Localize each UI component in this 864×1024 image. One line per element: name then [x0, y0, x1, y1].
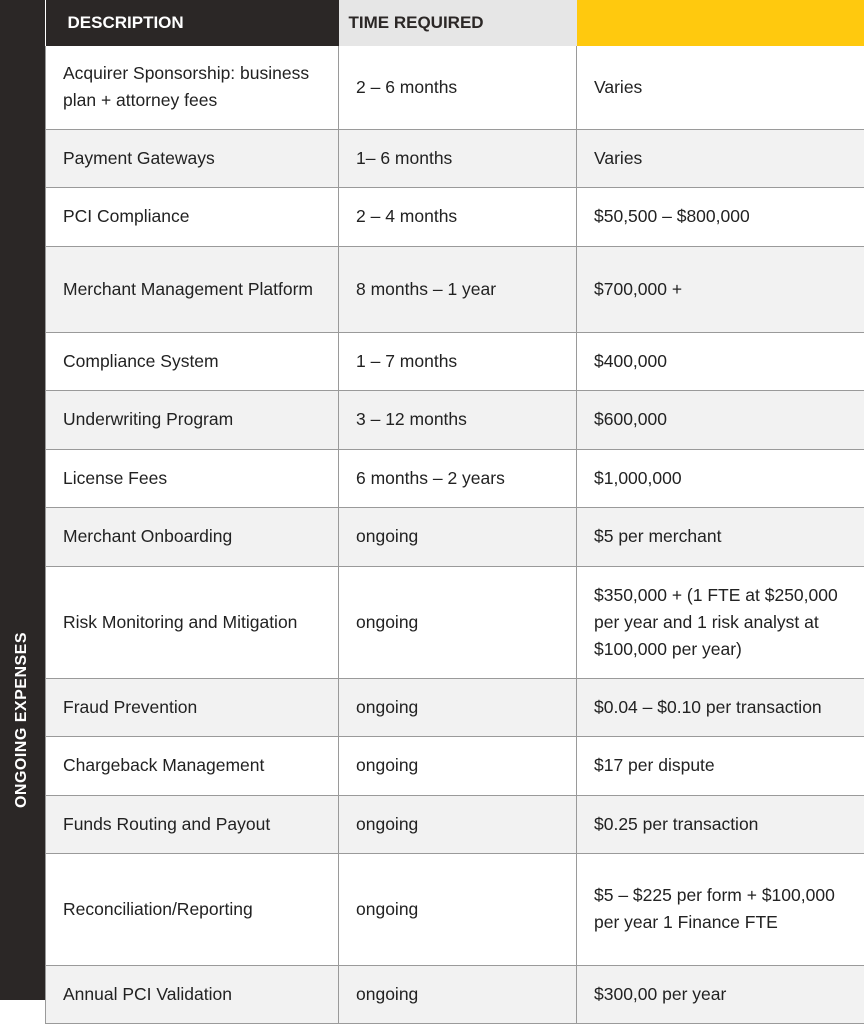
time-cell: 6 months – 2 years: [339, 449, 577, 507]
description-cell: Acquirer Sponsorship: business plan + attorney fees: [46, 46, 339, 129]
table-row: [46, 46, 864, 129]
time-cell: 2 – 4 months: [339, 187, 577, 246]
cost-cell: $700,000 +: [577, 246, 864, 332]
table-row: [46, 736, 864, 795]
time-cell: ongoing: [339, 566, 577, 678]
header-row: [46, 0, 864, 46]
time-cell: ongoing: [339, 853, 577, 965]
description-cell: Compliance System: [46, 332, 339, 390]
cost-cell: $5 – $225 per form + $100,000 per year 1 Finance FTE: [577, 853, 864, 965]
time-cell: 2 – 6 months: [339, 46, 577, 129]
table-row: [46, 965, 864, 1023]
cost-cell: $1,000,000: [577, 449, 864, 507]
table-row: [46, 678, 864, 736]
time-cell: ongoing: [339, 678, 577, 736]
cost-cell: $0.04 – $0.10 per transaction: [577, 678, 864, 736]
table-row: [46, 246, 864, 332]
cost-cell: $350,000 + (1 FTE at $250,000 per year and 1 risk analyst at $100,000 per year): [577, 566, 864, 678]
cost-cell: $600,000: [577, 390, 864, 449]
side-category-bar: [0, 0, 45, 1000]
cost-cell: $50,500 – $800,000: [577, 187, 864, 246]
time-cell: 3 – 12 months: [339, 390, 577, 449]
table-row: [46, 566, 864, 678]
cost-cell: Varies: [577, 46, 864, 129]
description-cell: Risk Monitoring and Mitigation: [46, 566, 339, 678]
time-cell: 8 months – 1 year: [339, 246, 577, 332]
description-cell: Fraud Prevention: [46, 678, 339, 736]
description-cell: License Fees: [46, 449, 339, 507]
description-cell: Funds Routing and Payout: [46, 795, 339, 853]
cost-cell: $300,00 per year: [577, 965, 864, 1023]
description-column-header: DESCRIPTION: [46, 0, 339, 46]
table-row: [46, 795, 864, 853]
description-cell: Reconciliation/Reporting: [46, 853, 339, 965]
side-category-label: ONGOING EXPENSES: [13, 631, 30, 809]
table-row: [46, 187, 864, 246]
cost-cell: Varies: [577, 129, 864, 187]
table-row: [46, 390, 864, 449]
description-cell: Chargeback Management: [46, 736, 339, 795]
description-cell: Annual PCI Validation: [46, 965, 339, 1023]
cost-cell: $0.25 per transaction: [577, 795, 864, 853]
time-required-column-header: TIME REQUIRED: [339, 0, 577, 46]
cost-cell: $400,000: [577, 332, 864, 390]
cost-cell: $5 per merchant: [577, 507, 864, 566]
time-cell: ongoing: [339, 965, 577, 1023]
cost-column-header: [577, 0, 864, 46]
cost-table: [45, 0, 864, 1024]
time-cell: ongoing: [339, 507, 577, 566]
table-row: [46, 449, 864, 507]
table-row: [46, 129, 864, 187]
time-cell: ongoing: [339, 736, 577, 795]
cost-cell: $17 per dispute: [577, 736, 864, 795]
description-cell: PCI Compliance: [46, 187, 339, 246]
description-cell: Merchant Onboarding: [46, 507, 339, 566]
time-cell: 1– 6 months: [339, 129, 577, 187]
table-row: [46, 332, 864, 390]
time-cell: 1 – 7 months: [339, 332, 577, 390]
description-cell: Underwriting Program: [46, 390, 339, 449]
table-row: [46, 853, 864, 965]
description-cell: Merchant Management Platform: [46, 246, 339, 332]
table-row: [46, 507, 864, 566]
time-cell: ongoing: [339, 795, 577, 853]
description-cell: Payment Gateways: [46, 129, 339, 187]
